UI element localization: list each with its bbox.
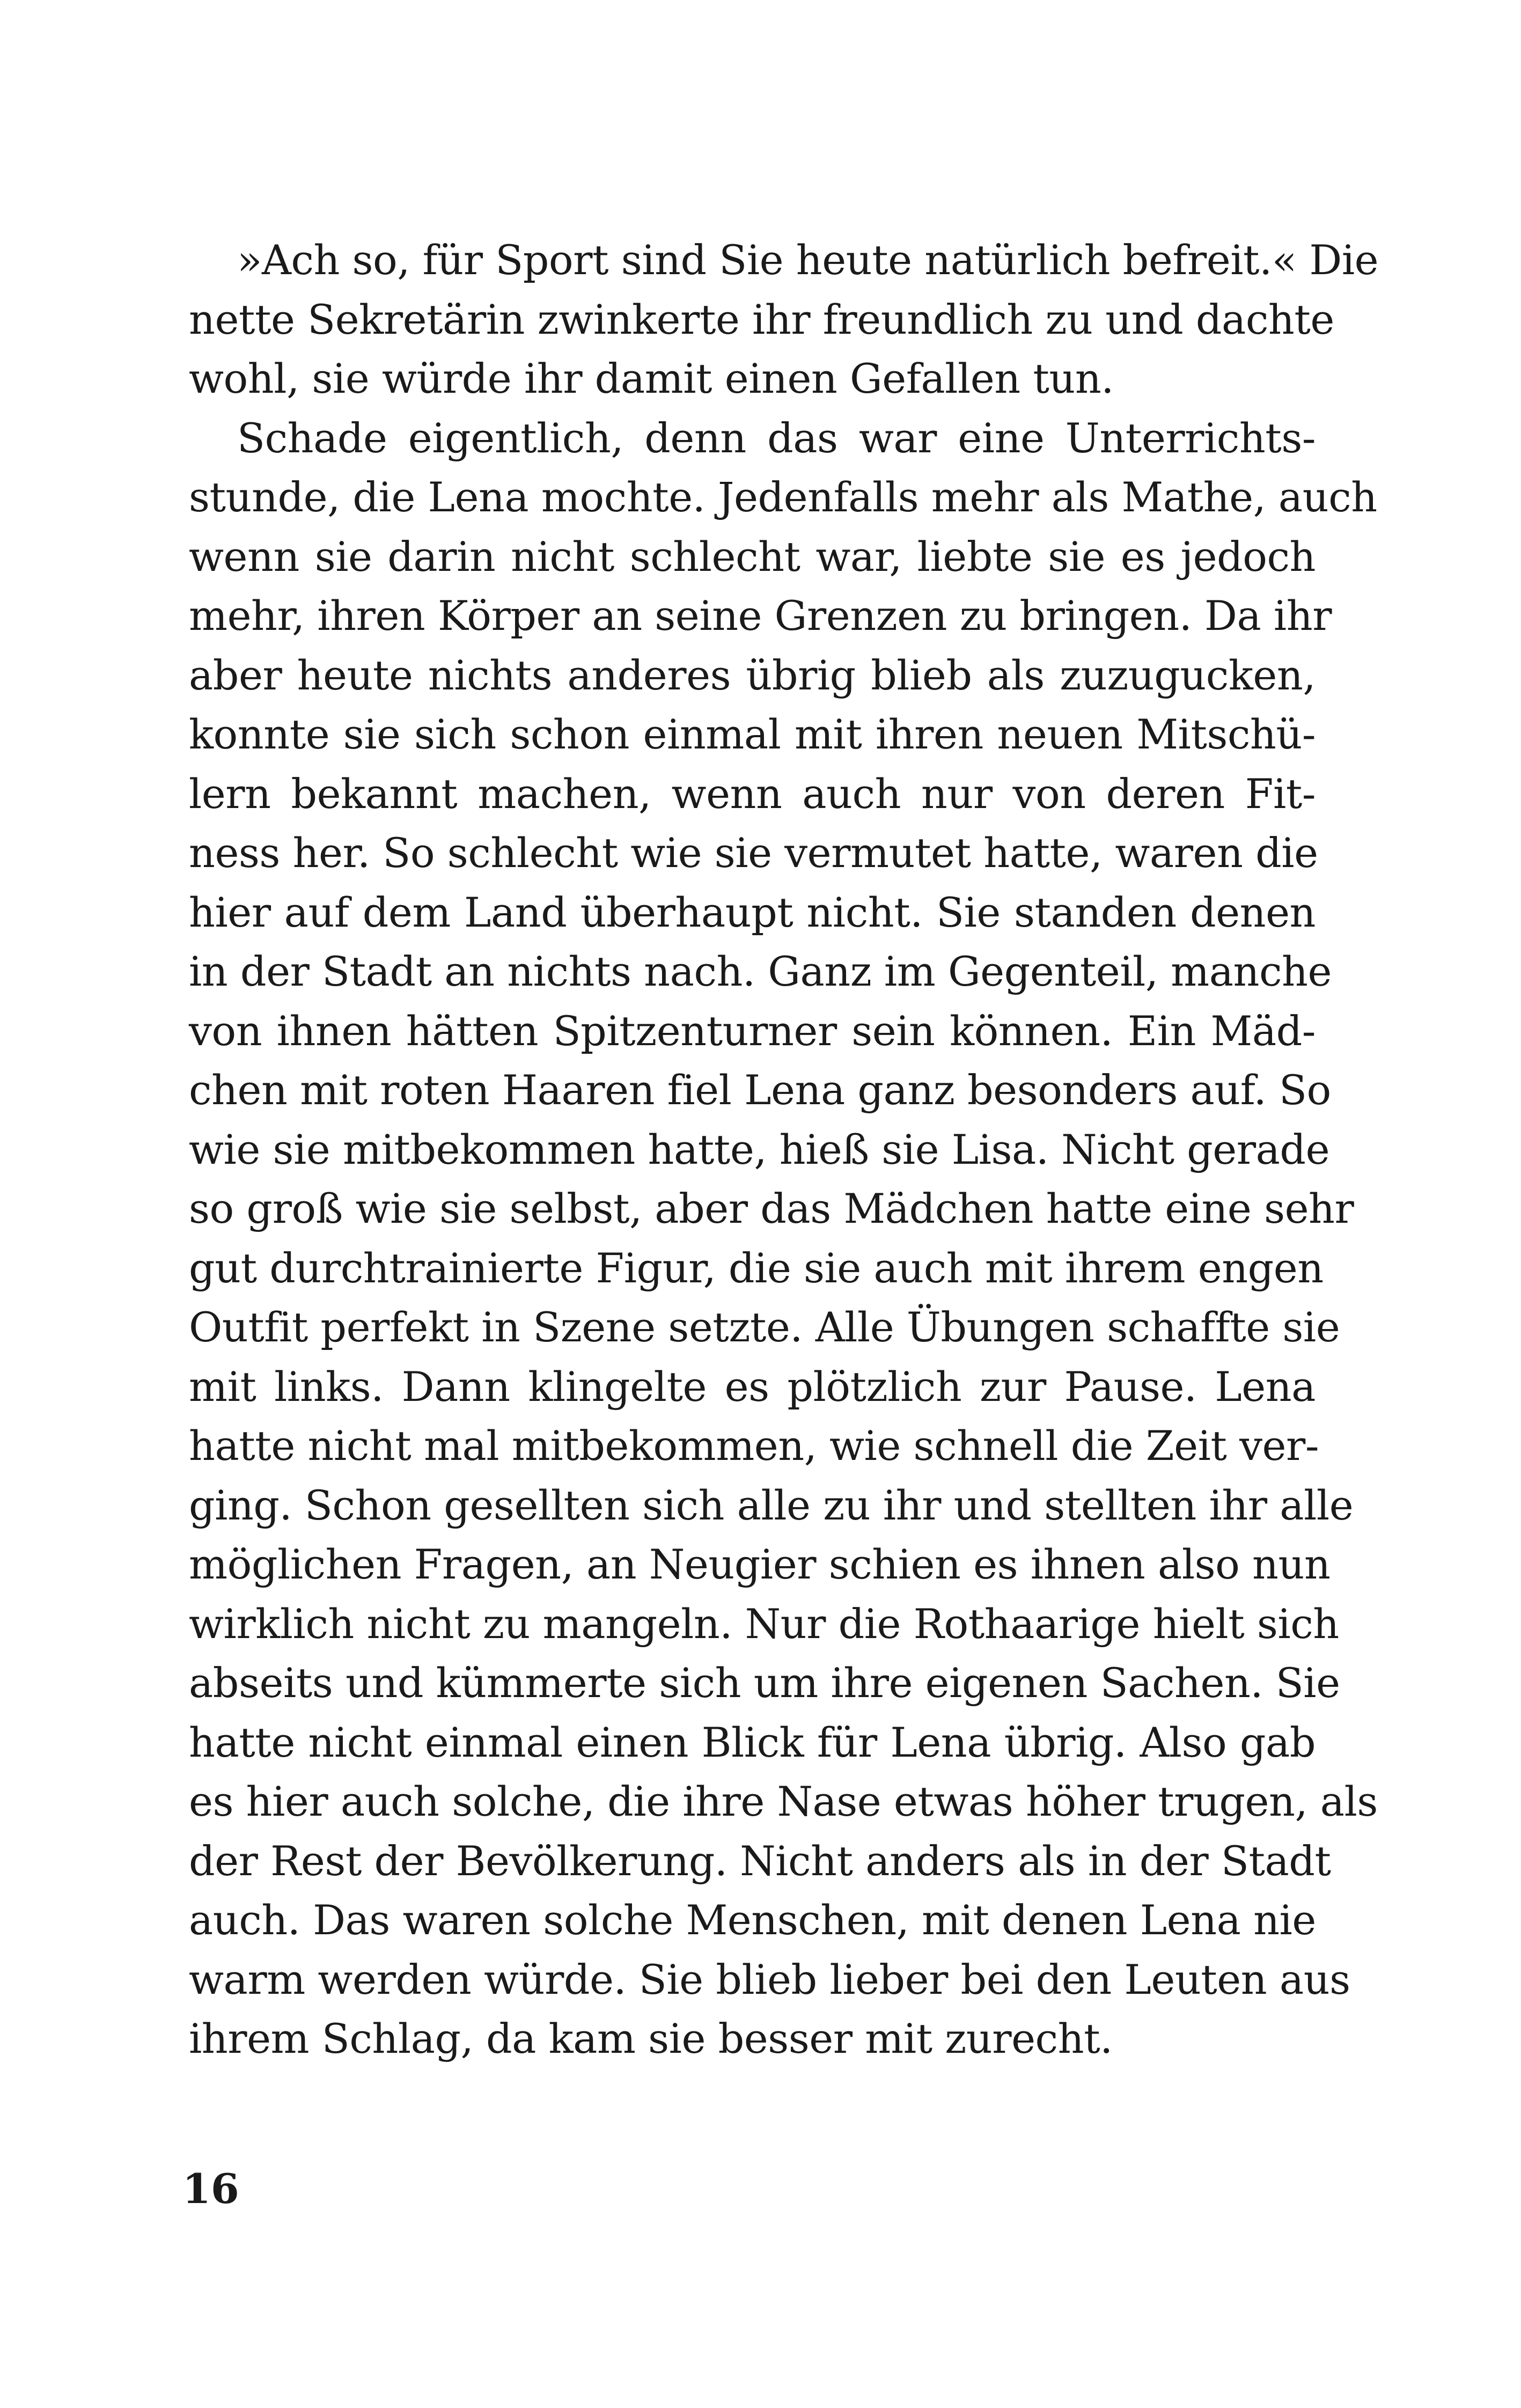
paragraph-line: mehr, ihren Körper an seine Grenzen zu bringen. Da ihr — [189, 592, 1332, 640]
paragraph-line: gut durchtrainierte Figur, die sie auch mit ihrem engen — [189, 1244, 1324, 1292]
paragraph-line: stunde, die Lena mochte. Jedenfalls mehr als Mathe, auch — [189, 473, 1377, 521]
paragraph-line: mit links. Dann klingelte es plötzlich zur Pause. Lena — [189, 1362, 1316, 1411]
paragraph-line: möglichen Fragen, an Neugier schien es ihnen also nun — [189, 1540, 1331, 1588]
paragraph-line: ness her. So schlecht wie sie vermutet hatte, waren die — [189, 829, 1318, 877]
paragraph-line: Schade eigentlich, denn das war eine Unterrichts- — [237, 414, 1316, 462]
paragraph-line: ging. Schon gesellten sich alle zu ihr und stellten ihr alle — [189, 1481, 1354, 1529]
paragraph-line: wohl, sie würde ihr damit einen Gefallen tun. — [189, 355, 1114, 402]
paragraph-line: von ihnen hätten Spitzenturner sein können. Ein Mäd- — [189, 1007, 1316, 1055]
paragraph-line: wie sie mitbekommen hatte, hieß sie Lisa. Nicht gerade — [189, 1125, 1330, 1173]
paragraph-line: es hier auch solche, die ihre Nase etwas höher trugen, als — [189, 1778, 1378, 1825]
paragraph-line: der Rest der Bevölkerung. Nicht anders als in der Stadt — [189, 1837, 1331, 1885]
paragraph-line: hatte nicht einmal einen Blick für Lena übrig. Also gab — [189, 1718, 1316, 1766]
paragraph-line: wenn sie darin nicht schlecht war, liebte sie es jedoch — [189, 532, 1316, 581]
paragraph-line: chen mit roten Haaren fiel Lena ganz besonders auf. So — [189, 1066, 1331, 1114]
paragraph-line: wirklich nicht zu mangeln. Nur die Rothaarige hielt sich — [189, 1599, 1339, 1648]
paragraph-line: hatte nicht mal mitbekommen, wie schnell die Zeit ver- — [189, 1422, 1319, 1470]
paragraph-line: lern bekannt machen, wenn auch nur von deren Fit- — [189, 769, 1316, 818]
paragraph-line: nette Sekretärin zwinkerte ihr freundlich zu und dachte — [189, 295, 1334, 343]
paragraph-line: abseits und kümmerte sich um ihre eigenen Sachen. Sie — [189, 1659, 1340, 1707]
paragraph-line: warm werden würde. Sie blieb lieber bei den Leuten aus — [189, 1955, 1350, 2003]
page-number: 16 — [182, 2165, 239, 2213]
paragraph-line: so groß wie sie selbst, aber das Mädchen hatte eine sehr — [189, 1185, 1354, 1232]
paragraph-line: in der Stadt an nichts nach. Ganz im Gegenteil, manche — [189, 948, 1332, 995]
paragraph-line: aber heute nichts anderes übrig blieb als zuzugucken, — [189, 651, 1316, 699]
paragraph-line: ihrem Schlag, da kam sie besser mit zurecht. — [189, 2015, 1113, 2062]
paragraph-line: konnte sie sich schon einmal mit ihren neuen Mitschü- — [189, 710, 1316, 758]
paragraph-line: Outfit perfekt in Szene setzte. Alle Übungen schaffte sie — [189, 1303, 1340, 1351]
paragraph-line: »Ach so, für Sport sind Sie heute natürlich befreit.« Die — [237, 236, 1379, 284]
paragraph-line: auch. Das waren solche Menschen, mit denen Lena nie — [189, 1896, 1316, 1944]
paragraph-line: hier auf dem Land überhaupt nicht. Sie standen denen — [189, 888, 1316, 936]
body-text — [189, 231, 1379, 2069]
